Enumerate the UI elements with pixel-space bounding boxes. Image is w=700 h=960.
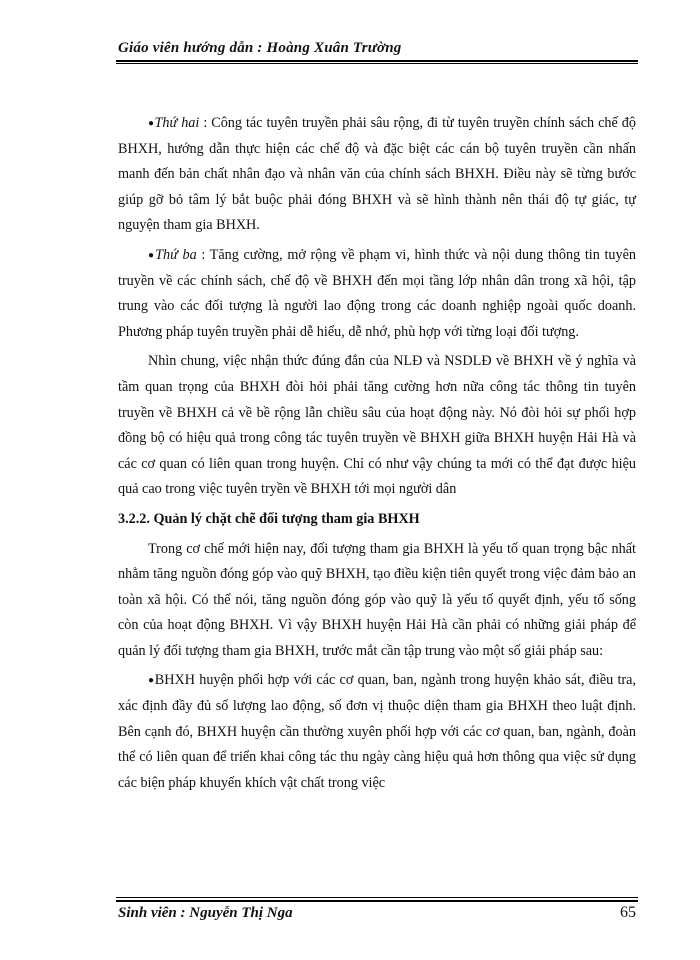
paragraph-lead: Thứ ba bbox=[155, 246, 197, 263]
paragraph-thu-hai bbox=[118, 111, 636, 239]
header-title: Giáo viên hướng dẫn : Hoàng Xuân Trường bbox=[118, 40, 402, 56]
document-body bbox=[118, 111, 636, 800]
paragraph-text: BHXH huyện phối hợp với các cơ quan, ban, ngành trong huyện khảo sát, điều tra, xác định đầy đủ số lượng lao động, số đơn vị thuộc diện tham gia BHXH theo luật định. Bên cạnh đó, BHXH huyện cần thường xuyên phối hợp với các cơ quan, ban, ngành, đoàn thể có liên quan để triển khai công tác thu ngày càng hiệu quả hơn thông qua việc sử dụng các biện pháp khuyến khích vật chất trong việc bbox=[118, 672, 636, 791]
footer-rule-secondary bbox=[116, 897, 638, 898]
paragraph-co-che-moi: Trong cơ chế mới hiện nay, đối tượng tham gia BHXH là yếu tố quan trọng bậc nhất nhằm tăng nguồn đóng góp vào quỹ BHXH, tạo điều kiện tiên quyết trong việc đảm bảo an toàn xã hội. Có thể nói, tăng nguồn đóng góp vào quỹ là yếu tố quyết định, yếu tố sống còn của hoạt động BHXH. Vì vậy BHXH huyện Hải Hà cần phải có những giải pháp để quản lý đối tượng tham gia BHXH, trước mắt cần tập trung vào một số giải pháp sau: bbox=[118, 540, 636, 659]
page-number: 65 bbox=[620, 904, 636, 921]
bullet-icon: ● bbox=[148, 118, 155, 129]
paragraph-text: : Công tác tuyên truyền phải sâu rộng, đi từ tuyên truyền chính sách chế độ BHXH, hướng dẫn thực hiện các chế độ và đặc biệt các cán bộ tuyên truyền cần nhấn manh đến bản chất nhân đạo và nhân văn của chính sách BHXH. Điều này sẽ từng bước giúp gỡ bỏ tâm lý bắt buộc phải đóng BHXH và sẽ hình thành nên thái độ tự giác, tự nguyện tham gia BHXH. bbox=[118, 115, 636, 234]
paragraph-thu-ba bbox=[118, 243, 636, 345]
footer-student: Sinh viên : Nguyễn Thị Nga bbox=[118, 905, 293, 921]
section-heading: 3.2.2. Quản lý chặt chẽ đối tượng tham gia BHXH bbox=[118, 510, 420, 527]
bullet-icon: ● bbox=[148, 249, 156, 261]
paragraph-lead: Thứ hai bbox=[154, 115, 200, 131]
paragraph-bhxh-huyen bbox=[118, 668, 636, 796]
footer-rule bbox=[116, 900, 638, 902]
paragraph-text: : Tăng cường, mở rộng về phạm vi, hình thức và nội dung thông tin tuyên truyền về các chính sách, chế độ về BHXH đến mọi tầng lớp nhân dân trong xã hội, tập trung vào các đối tượng là người lao động trong các doanh nghiệp ngoài quốc doanh. Phương pháp tuyên truyền phải dễ hiểu, dễ nhớ, phù hợp với từng loại đối tượng. bbox=[118, 246, 636, 340]
bullet-icon: ● bbox=[148, 675, 155, 687]
header-rule bbox=[116, 60, 638, 62]
paragraph-nhin-chung: Nhìn chung, việc nhận thức đúng đắn của NLĐ và NSDLĐ về BHXH về ý nghĩa và tầm quan trọng của BHXH đòi hỏi phải tăng cường hơn nữa công tác thông tin tuyên truyền về BHXH cả về bề rộng lẫn chiều sâu của hoạt động này. Nó đòi hỏi sự phối hợp đồng bộ có hiệu quả trong công tác tuyên truyền về BHXH giữa BHXH huyện Hải Hà và các cơ quan có liên quan trong huyện. Chỉ có như vậy chúng ta mới có thể đạt được hiệu quả cao trong việc tuyên tryền về BHXH tới mọi người dân bbox=[118, 353, 636, 498]
header-rule-secondary bbox=[116, 63, 638, 64]
